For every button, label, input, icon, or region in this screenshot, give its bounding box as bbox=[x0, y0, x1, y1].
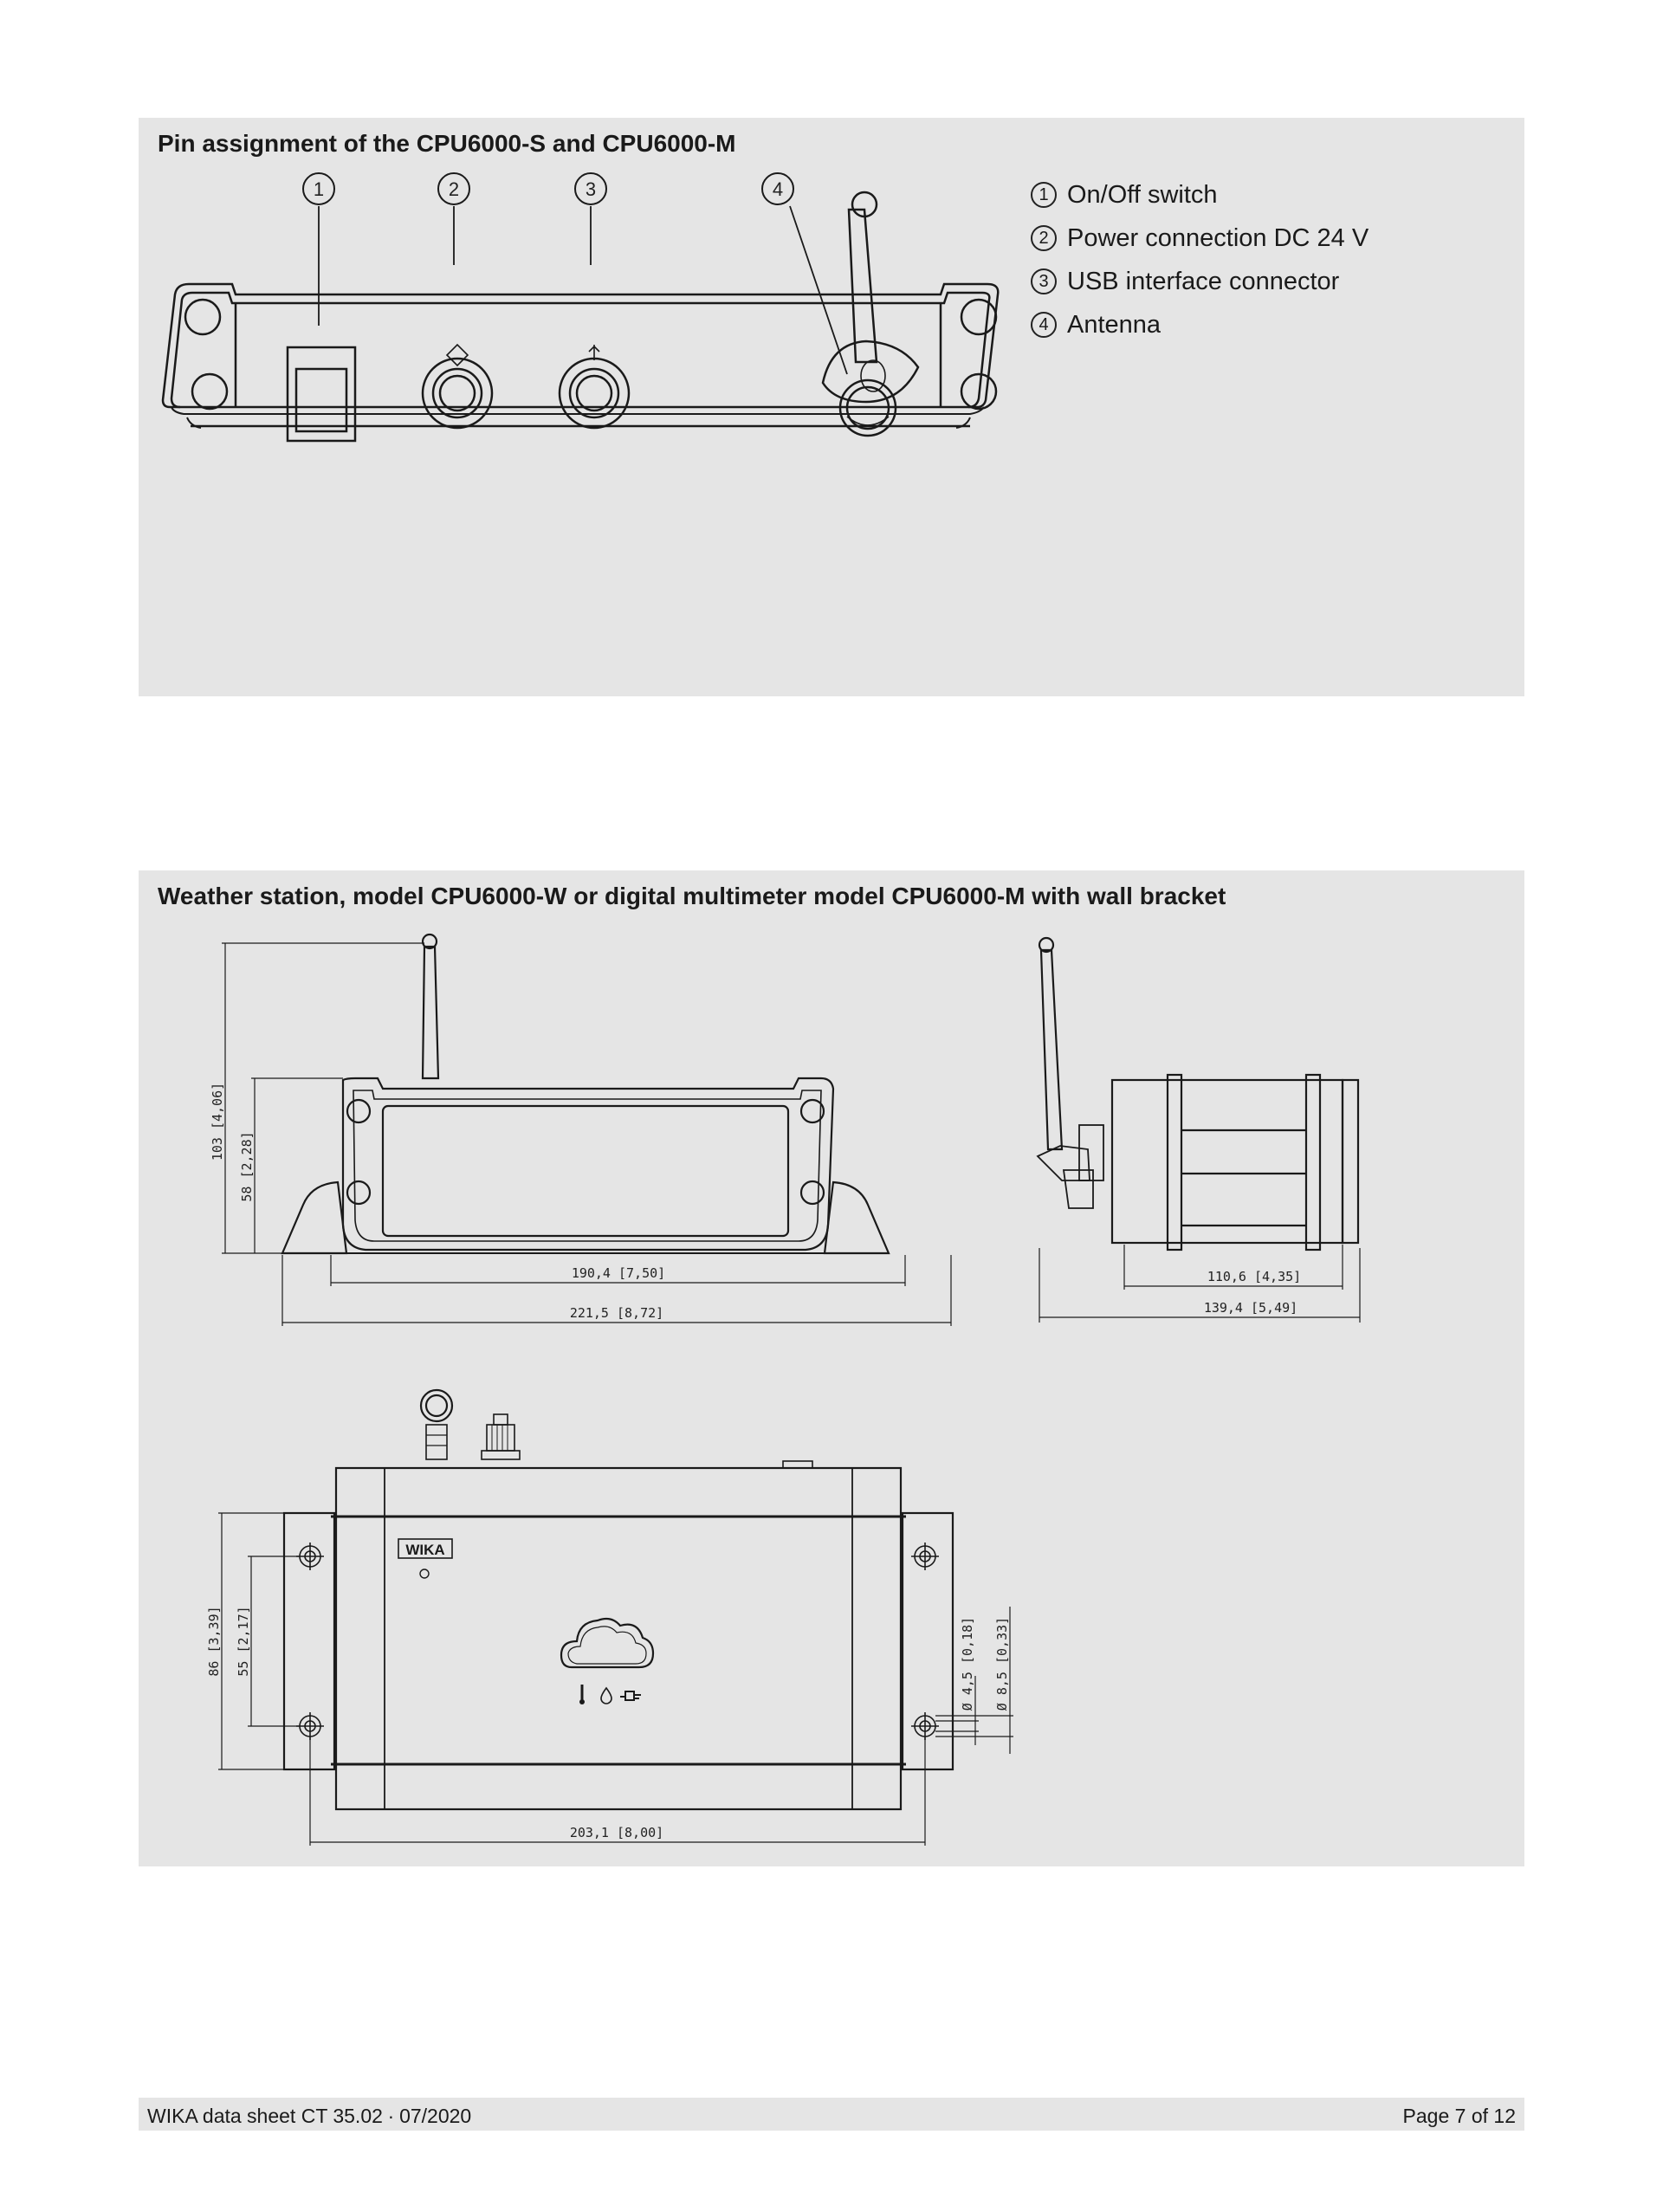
legend-label: On/Off switch bbox=[1067, 180, 1218, 209]
usb-connector bbox=[560, 345, 629, 428]
mount-hole-tl bbox=[185, 300, 220, 334]
dim-top-height-total: 86 [3,39] bbox=[206, 1606, 222, 1677]
footer-page-number: Page 7 of 12 bbox=[1402, 2105, 1516, 2127]
front-view bbox=[210, 935, 951, 1326]
legend-label: Power connection DC 24 V bbox=[1067, 223, 1369, 252]
mount-hole-bl bbox=[192, 374, 227, 409]
legend-item bbox=[1031, 217, 1369, 260]
callout-3: 3 bbox=[585, 178, 597, 200]
dim-side-depth-body: 110,6 [4,35] bbox=[1207, 1269, 1302, 1284]
dim-front-height-total: 103 [4,06] bbox=[210, 1082, 225, 1161]
legend-item bbox=[1031, 173, 1369, 217]
legend-num: 1 bbox=[1031, 182, 1057, 208]
cloud-icon bbox=[561, 1619, 653, 1667]
power-connector bbox=[423, 345, 492, 428]
legend-num: 2 bbox=[1031, 225, 1057, 251]
dimensions-title: Weather station, model CPU6000-W or digital multimeter model CPU6000-M with wall bracket bbox=[158, 883, 1226, 909]
dim-top-hole-spacing: 55 [2,17] bbox=[236, 1606, 251, 1677]
legend-num: 4 bbox=[1031, 312, 1057, 338]
dimensions-panel bbox=[139, 870, 1524, 1866]
dim-front-width-total: 221,5 [8,72] bbox=[569, 1305, 664, 1321]
legend-num: 3 bbox=[1031, 268, 1057, 294]
droplet-icon bbox=[601, 1688, 611, 1704]
legend-item bbox=[1031, 260, 1369, 303]
pin-assignment-panel bbox=[139, 118, 1524, 696]
plug-icon bbox=[620, 1691, 641, 1700]
side-view bbox=[1038, 938, 1360, 1323]
pin-assignment-title: Pin assignment of the CPU6000-S and CPU6000-M bbox=[158, 130, 736, 157]
wika-logo-text: WIKA bbox=[405, 1542, 445, 1558]
dim-top-hole-small: Ø 4,5 [0,18] bbox=[960, 1616, 975, 1711]
legend-item bbox=[1031, 303, 1369, 346]
legend-label: USB interface connector bbox=[1067, 267, 1340, 295]
callout-2: 2 bbox=[448, 178, 460, 200]
legend-label: Antenna bbox=[1067, 310, 1162, 339]
dim-top-hole-large: Ø 8,5 [0,33] bbox=[994, 1616, 1010, 1711]
dim-side-depth-total: 139,4 [5,49] bbox=[1203, 1300, 1298, 1316]
callout-1: 1 bbox=[313, 178, 325, 200]
pin-legend bbox=[1031, 173, 1369, 346]
page-footer bbox=[139, 2098, 1524, 2131]
antenna bbox=[823, 192, 918, 436]
callout-4: 4 bbox=[772, 178, 784, 200]
footer-doc-id: WIKA data sheet CT 35.02 ∙ 07/2020 bbox=[147, 2105, 472, 2127]
dim-front-width-body: 190,4 [7,50] bbox=[571, 1265, 666, 1281]
dimensions-drawing bbox=[139, 870, 1524, 1866]
top-view bbox=[206, 1390, 1013, 1846]
dim-front-height-body: 58 [2,28] bbox=[239, 1131, 255, 1202]
dim-top-width-holes: 203,1 [8,00] bbox=[569, 1825, 664, 1840]
mount-hole-tr bbox=[961, 300, 996, 334]
